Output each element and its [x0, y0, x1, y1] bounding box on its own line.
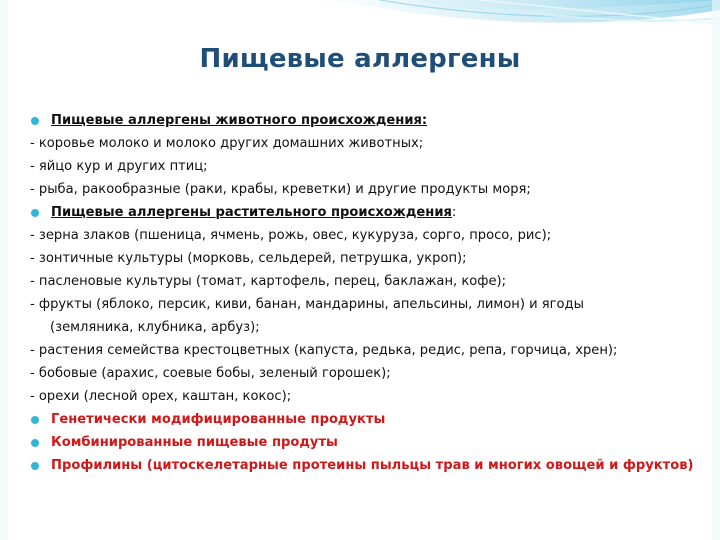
list-item-legumes: - бобовые (арахис, соевые бобы, зеленый горошек); [30, 366, 391, 381]
bullet-icon [31, 117, 39, 125]
bullet-icon [31, 439, 39, 447]
list-item-fruits-continued: (земляника, клубника, арбуз); [50, 320, 260, 335]
slide-title: Пищевые аллергены [199, 44, 521, 74]
list-item-nightshades: - пасленовые культуры (томат, картофель, перец, баклажан, кофе); [30, 274, 507, 289]
profilins-text: Профилины (цитоскелетарные протеины пыльцы трав и многих овощей и фруктов) [51, 458, 694, 473]
list-item-gmo [30, 408, 706, 431]
list-item-eggs: - яйцо кур и других птиц; [30, 159, 208, 174]
list-item-profilins [30, 454, 706, 477]
list-item-animal-heading [30, 109, 706, 132]
list-item-combined [30, 431, 706, 454]
list-item-milk: - коровье молоко и молоко других домашних животных; [30, 136, 424, 151]
combined-products-text: Комбинированные пищевые продуты [51, 435, 338, 450]
list-item-nuts: - орехи (лесной орех, каштан, кокос); [30, 389, 292, 404]
bullet-icon [31, 209, 39, 217]
plant-allergens-heading: Пищевые аллергены растительного происхождения [51, 205, 452, 220]
list-item-fruits: - фрукты (яблоко, персик, киви, банан, мандарины, апельсины, лимон) и ягоды [30, 297, 584, 312]
bullet-icon [31, 416, 39, 424]
animal-allergens-heading: Пищевые аллергены животного происхождения: [51, 113, 428, 128]
list-item-umbellifers: - зонтичные культуры (морковь, сельдерей, петрушка, укроп); [30, 251, 467, 266]
gmo-products-text: Генетически модифицированные продукты [51, 412, 386, 427]
list-item-crucifers: - растения семейства крестоцветных (капуста, редька, редис, репа, горчица, хрен); [30, 343, 618, 358]
list-item-cereals: - зерна злаков (пшеница, ячмень, рожь, овес, кукуруза, сорго, просо, рис); [30, 228, 552, 243]
plant-heading-colon: : [451, 205, 457, 220]
list-item-fish: - рыба, ракообразные (раки, крабы, креветки) и другие продукты моря; [30, 182, 531, 197]
bullet-icon [31, 462, 39, 470]
slide-content [30, 109, 706, 477]
list-item-plant-heading [30, 201, 706, 224]
